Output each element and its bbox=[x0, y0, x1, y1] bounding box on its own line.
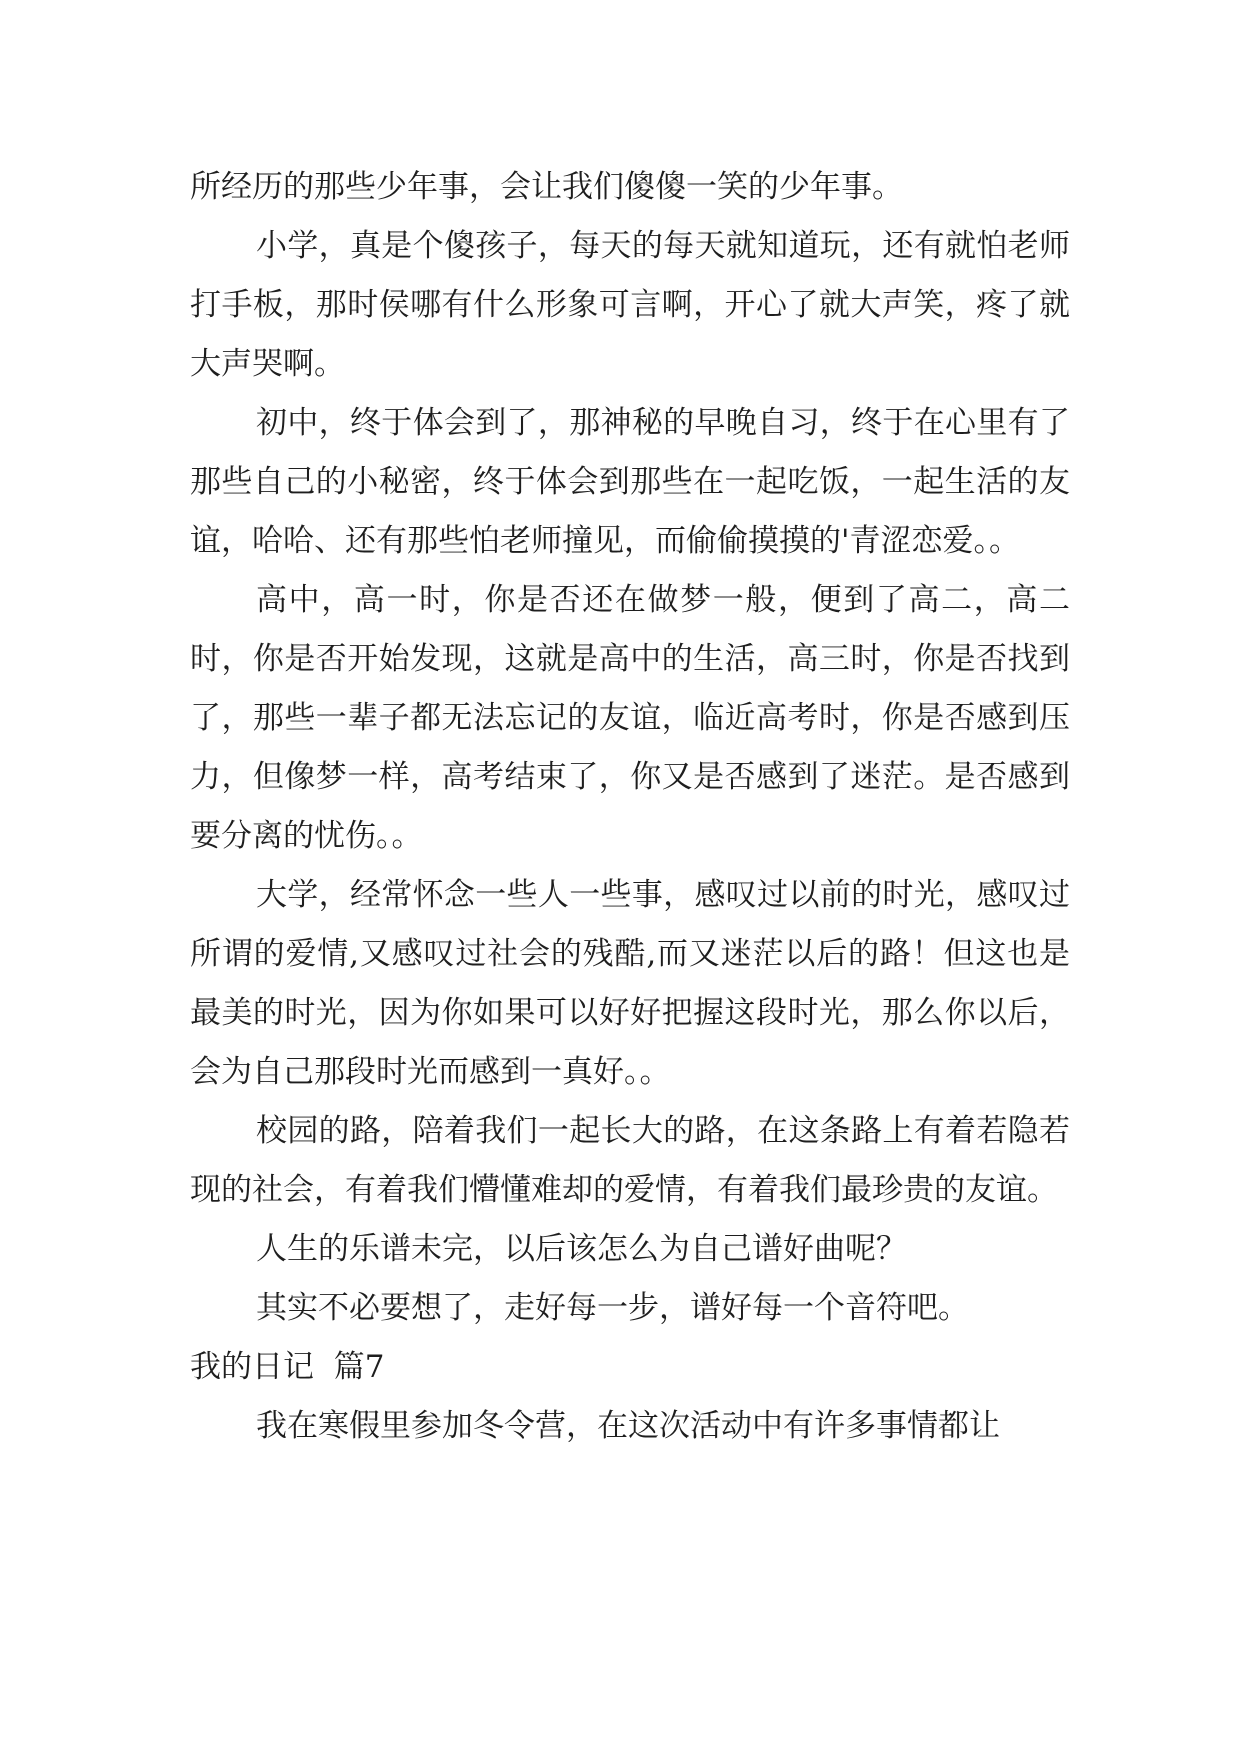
paragraph-primary-school: 小学，真是个傻孩子，每天的每天就知道玩，还有就怕老师打手板，那时侯哪有什么形象可言啊，开心了就大声笑，疼了就大声哭啊。 bbox=[190, 228, 1070, 382]
paragraph-1: 所经历的那些少年事，会让我们傻傻一笑的少年事。 bbox=[190, 169, 903, 205]
section-heading: 我的日记 篇7 bbox=[190, 1349, 385, 1385]
paragraph-conclusion: 其实不必要想了，走好每一步，谱好每一个音符吧。 bbox=[256, 1290, 969, 1326]
paragraph-university: 大学，经常怀念一些人一些事，感叹过以前的时光，感叹过所谓的爱情,又感叹过社会的残酷,而又迷茫以后的路！但这也是最美的时光，因为你如果可以好好把握这段时光，那么你以后，会为自己那段时光而感到一真好。。 bbox=[190, 877, 1070, 1090]
paragraph-campus-road: 校园的路，陪着我们一起长大的路，在这条路上有着若隐若现的社会，有着我们懵懂难却的爱情，有着我们最珍贵的友谊。 bbox=[190, 1113, 1070, 1208]
paragraph-life-score: 人生的乐谱未完，以后该怎么为自己谱好曲呢？ bbox=[256, 1231, 907, 1267]
paragraph-middle-school: 初中，终于体会到了，那神秘的早晚自习，终于在心里有了那些自己的小秘密，终于体会到那些在一起吃饭，一起生活的友谊，哈哈、还有那些怕老师撞见，而偷偷摸摸的'青涩恋爱。。 bbox=[190, 405, 1070, 559]
paragraph-high-school: 高中，高一时，你是否还在做梦一般，便到了高二，高二时，你是否开始发现，这就是高中的生活，高三时，你是否找到了，那些一辈子都无法忘记的友谊，临近高考时，你是否感到压力，但像梦一样，高考结束了，你又是否感到了迷茫。是否感到要分离的忧伤。。 bbox=[190, 582, 1070, 854]
paragraph-winter-camp: 我在寒假里参加冬令营，在这次活动中有许多事情都让 bbox=[256, 1408, 1000, 1444]
document-body bbox=[190, 158, 1070, 1456]
